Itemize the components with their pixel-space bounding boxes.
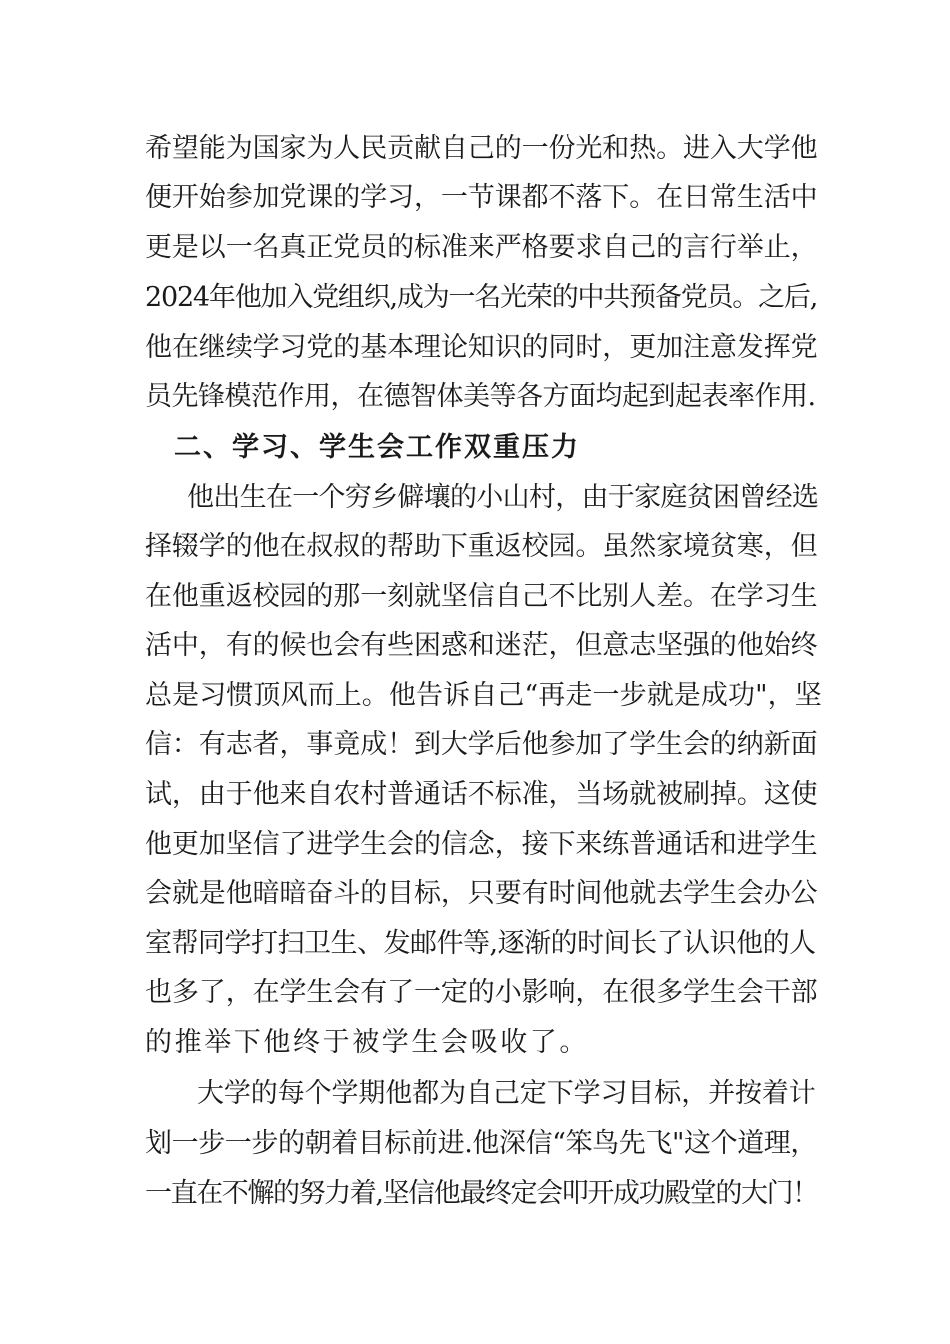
text-line: 的推举下他终于被学生会吸收了。 <box>145 1027 589 1058</box>
text-line: 在他重返校园的那一刻就坚信自己不比别人差。在学习生 <box>145 581 818 612</box>
text-line: 会就是他暗暗奋斗的目标，只要有时间他就去学生会办公 <box>145 878 818 909</box>
text-line: 2024年他加入党组织,成为一名光荣的中共预备党员。之后, <box>145 282 818 313</box>
text-line: 他在继续学习党的基本理论知识的同时，更加注意发挥党 <box>145 332 818 363</box>
text-line: 择辍学的他在叔叔的帮助下重返校园。虽然家境贫寒，但 <box>145 531 818 562</box>
text-line: 大学的每个学期他都为自己定下学习目标，并按着计 <box>197 1078 816 1109</box>
text-line: 总是习惯顶风而上。他告诉自己“再走一步就是成功"，坚 <box>145 680 822 711</box>
text-line: 他出生在一个穷乡僻壤的小山村，由于家庭贫困曾经选 <box>187 482 819 513</box>
text-line: 活中，有的候也会有些困惑和迷茫，但意志坚强的他始终 <box>145 630 818 661</box>
text-line: 也多了，在学生会有了一定的小影响，在很多学生会干部 <box>145 977 818 1008</box>
text-line: 便开始参加党课的学习，一节课都不落下。在日常生活中 <box>145 182 818 213</box>
text-line: 他更加坚信了进学生会的信念，接下来练普通话和进学生 <box>145 829 818 860</box>
text-line: 室帮同学打扫卫生、发邮件等,逐渐的时间长了认识他的人 <box>145 928 816 959</box>
section-heading: 二、学习、学生会工作双重压力 <box>174 432 580 463</box>
text-line: 一直在不懈的努力着,坚信他最终定会叩开成功殿堂的大门！ <box>145 1178 818 1209</box>
text-line: 希望能为国家为人民贡献自己的一份光和热。进入大学他 <box>145 133 818 164</box>
text-line: 更是以一名真正党员的标准来严格要求自己的言行举止， <box>145 232 818 263</box>
text-line: 员先锋模范作用，在德智体美等各方面均起到起表率作用. <box>145 381 816 412</box>
text-line: 划一步一步的朝着目标前进.他深信“笨鸟先飞"这个道理， <box>145 1128 818 1159</box>
text-line: 信：有志者，事竟成！到大学后他参加了学生会的纳新面 <box>145 729 818 760</box>
text-line: 试，由于他来自农村普通话不标准，当场就被刷掉。这使 <box>145 779 818 810</box>
